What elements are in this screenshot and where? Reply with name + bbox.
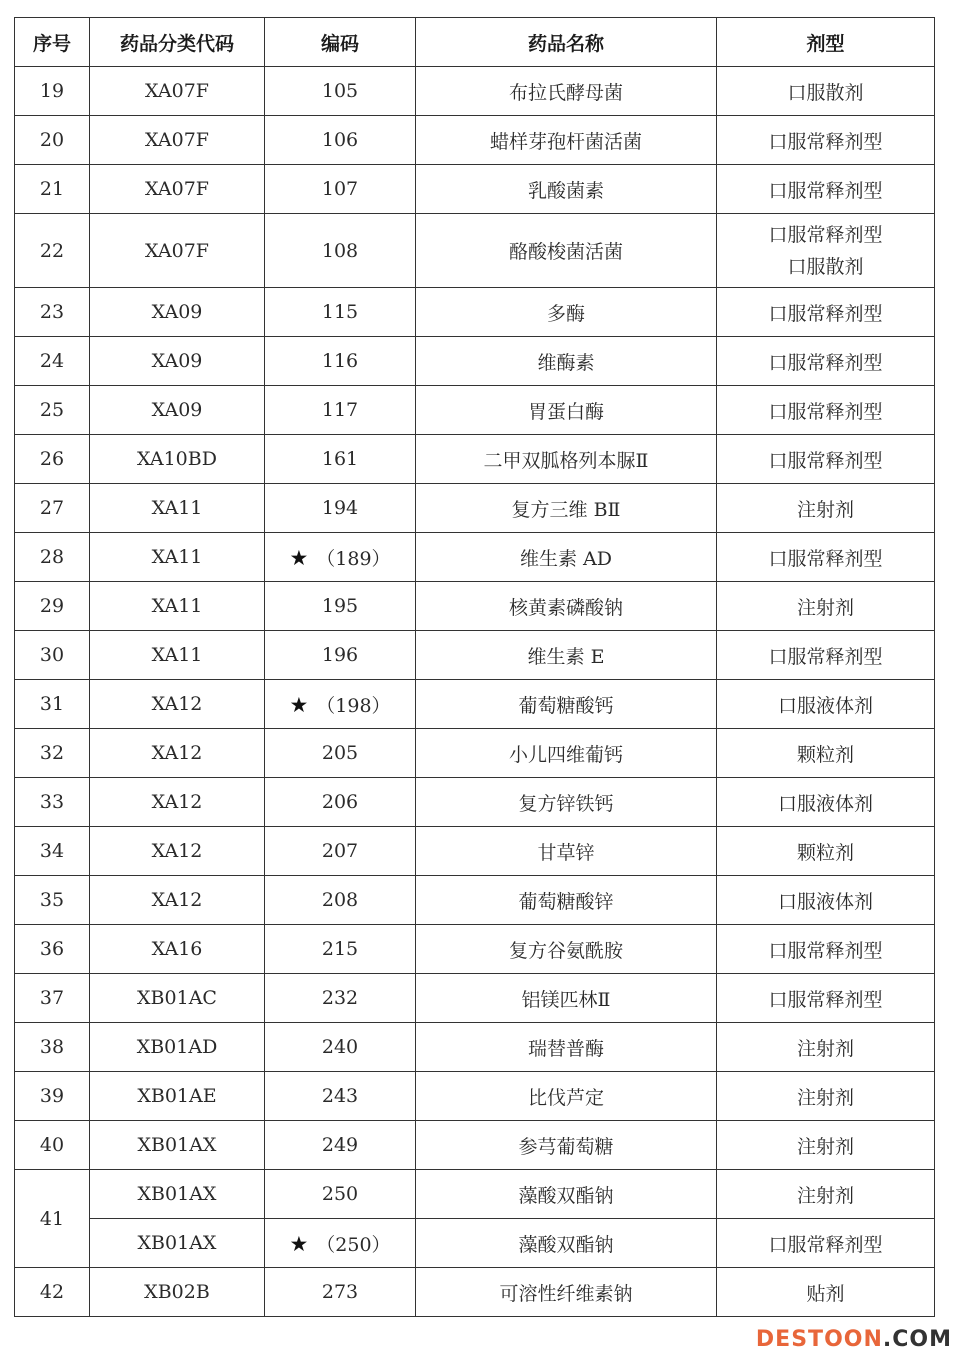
cell-class-code: XA07F xyxy=(90,116,265,165)
cell-drug-name: 复方三维 BⅡ xyxy=(416,484,717,533)
cell-dosage-form: 注射剂 xyxy=(717,582,935,631)
cell-code: 106 xyxy=(265,116,416,165)
cell-drug-name: 维生素 AD xyxy=(416,533,717,582)
cell-code: 117 xyxy=(265,386,416,435)
header-drug-name: 药品名称 xyxy=(416,18,717,67)
cell-dosage-form xyxy=(717,214,935,288)
cell-dosage-form: 口服常释剂型 xyxy=(717,925,935,974)
cell-code: 105 xyxy=(265,67,416,116)
cell-seq: 29 xyxy=(15,582,90,631)
cell-dosage-form: 颗粒剂 xyxy=(717,827,935,876)
table-row xyxy=(15,484,935,533)
cell-dosage-form: 颗粒剂 xyxy=(717,729,935,778)
cell-class-code: XA12 xyxy=(90,827,265,876)
cell-seq: 32 xyxy=(15,729,90,778)
cell-class-code: XA11 xyxy=(90,582,265,631)
cell-drug-name: 铝镁匹林Ⅱ xyxy=(416,974,717,1023)
cell-dosage-form: 口服液体剂 xyxy=(717,876,935,925)
cell-seq: 19 xyxy=(15,67,90,116)
cell-drug-name: 维生素 E xyxy=(416,631,717,680)
cell-dosage-form: 口服常释剂型 xyxy=(717,974,935,1023)
cell-class-code: XA12 xyxy=(90,876,265,925)
header-class-code: 药品分类代码 xyxy=(90,18,265,67)
cell-code: 107 xyxy=(265,165,416,214)
cell-code: 240 xyxy=(265,1023,416,1072)
table-header-row xyxy=(15,18,935,67)
cell-code: 108 xyxy=(265,214,416,288)
cell-class-code: XA07F xyxy=(90,67,265,116)
table-row xyxy=(15,974,935,1023)
cell-drug-name: 甘草锌 xyxy=(416,827,717,876)
cell-drug-name: 多酶 xyxy=(416,288,717,337)
cell-dosage-form: 口服常释剂型 xyxy=(717,288,935,337)
cell-seq: 38 xyxy=(15,1023,90,1072)
cell-class-code: XB02B xyxy=(90,1268,265,1317)
cell-class-code: XB01AX xyxy=(90,1121,265,1170)
cell-drug-name: 复方谷氨酰胺 xyxy=(416,925,717,974)
table-row xyxy=(15,67,935,116)
cell-seq: 20 xyxy=(15,116,90,165)
watermark-text: DESTOON xyxy=(755,1327,883,1352)
cell-dosage-form: 口服液体剂 xyxy=(717,680,935,729)
cell-seq: 22 xyxy=(15,214,90,288)
cell-drug-name: 复方锌铁钙 xyxy=(416,778,717,827)
cell-drug-name: 乳酸菌素 xyxy=(416,165,717,214)
cell-seq: 42 xyxy=(15,1268,90,1317)
cell-seq: 39 xyxy=(15,1072,90,1121)
code-value: （189） xyxy=(316,547,391,570)
cell-dosage-form: 口服常释剂型 xyxy=(717,533,935,582)
code-value: （250） xyxy=(316,1233,391,1256)
cell-seq: 23 xyxy=(15,288,90,337)
cell-dosage-form: 口服液体剂 xyxy=(717,778,935,827)
dosage-form-line: 口服散剂 xyxy=(787,255,864,278)
cell-code: 195 xyxy=(265,582,416,631)
table-row xyxy=(15,1170,935,1219)
table-row xyxy=(15,1219,935,1268)
table-row xyxy=(15,386,935,435)
cell-class-code: XA09 xyxy=(90,337,265,386)
cell-dosage-form: 口服散剂 xyxy=(717,67,935,116)
cell-code: 243 xyxy=(265,1072,416,1121)
cell-dosage-form: 注射剂 xyxy=(717,1072,935,1121)
table-row xyxy=(15,827,935,876)
cell-dosage-form: 口服常释剂型 xyxy=(717,631,935,680)
cell-drug-name: 二甲双胍格列本脲Ⅱ xyxy=(416,435,717,484)
star-icon: ★ xyxy=(289,545,309,570)
cell-class-code: XA16 xyxy=(90,925,265,974)
cell-dosage-form: 口服常释剂型 xyxy=(717,165,935,214)
cell-code xyxy=(265,533,416,582)
cell-drug-name: 比伐芦定 xyxy=(416,1072,717,1121)
cell-code: 115 xyxy=(265,288,416,337)
cell-class-code: XA07F xyxy=(90,165,265,214)
cell-code: 207 xyxy=(265,827,416,876)
table-row xyxy=(15,1072,935,1121)
cell-seq: 36 xyxy=(15,925,90,974)
cell-class-code: XA11 xyxy=(90,484,265,533)
cell-dosage-form: 贴剂 xyxy=(717,1268,935,1317)
header-dosage-form: 剂型 xyxy=(717,18,935,67)
cell-seq: 41 xyxy=(15,1170,90,1268)
cell-code: 196 xyxy=(265,631,416,680)
cell-code xyxy=(265,680,416,729)
cell-drug-name: 参芎葡萄糖 xyxy=(416,1121,717,1170)
table-row xyxy=(15,925,935,974)
code-value: （198） xyxy=(316,694,391,717)
cell-seq: 33 xyxy=(15,778,90,827)
cell-drug-name: 小儿四维葡钙 xyxy=(416,729,717,778)
table-row xyxy=(15,729,935,778)
drug-list-table xyxy=(14,17,935,1317)
cell-drug-name: 葡萄糖酸钙 xyxy=(416,680,717,729)
watermark-suffix: .COM xyxy=(882,1327,952,1352)
cell-class-code: XA09 xyxy=(90,288,265,337)
header-code: 编码 xyxy=(265,18,416,67)
table-row xyxy=(15,1023,935,1072)
table-row xyxy=(15,288,935,337)
cell-drug-name: 藻酸双酯钠 xyxy=(416,1219,717,1268)
table-row xyxy=(15,680,935,729)
cell-dosage-form: 注射剂 xyxy=(717,1023,935,1072)
cell-drug-name: 核黄素磷酸钠 xyxy=(416,582,717,631)
cell-seq: 21 xyxy=(15,165,90,214)
cell-class-code: XB01AC xyxy=(90,974,265,1023)
table-row xyxy=(15,165,935,214)
cell-drug-name: 葡萄糖酸锌 xyxy=(416,876,717,925)
site-watermark xyxy=(756,1327,952,1352)
table-row xyxy=(15,778,935,827)
cell-class-code: XB01AD xyxy=(90,1023,265,1072)
cell-code: 273 xyxy=(265,1268,416,1317)
table-row xyxy=(15,876,935,925)
cell-class-code: XB01AX xyxy=(90,1170,265,1219)
cell-seq: 28 xyxy=(15,533,90,582)
cell-code: 215 xyxy=(265,925,416,974)
cell-dosage-form: 口服常释剂型 xyxy=(717,435,935,484)
cell-drug-name: 藻酸双酯钠 xyxy=(416,1170,717,1219)
header-seq: 序号 xyxy=(15,18,90,67)
table-row xyxy=(15,116,935,165)
cell-seq: 27 xyxy=(15,484,90,533)
cell-dosage-form: 注射剂 xyxy=(717,1121,935,1170)
cell-code: 205 xyxy=(265,729,416,778)
cell-seq: 37 xyxy=(15,974,90,1023)
cell-drug-name: 瑞替普酶 xyxy=(416,1023,717,1072)
cell-dosage-form: 口服常释剂型 xyxy=(717,386,935,435)
cell-code: 232 xyxy=(265,974,416,1023)
cell-code: 161 xyxy=(265,435,416,484)
table-row xyxy=(15,1268,935,1317)
cell-dosage-form: 口服常释剂型 xyxy=(717,1219,935,1268)
cell-code: 206 xyxy=(265,778,416,827)
star-icon: ★ xyxy=(289,692,309,717)
cell-seq: 40 xyxy=(15,1121,90,1170)
cell-dosage-form: 口服常释剂型 xyxy=(717,116,935,165)
cell-seq: 25 xyxy=(15,386,90,435)
cell-drug-name: 可溶性纤维素钠 xyxy=(416,1268,717,1317)
cell-drug-name: 维酶素 xyxy=(416,337,717,386)
table-row xyxy=(15,582,935,631)
cell-dosage-form: 口服常释剂型 xyxy=(717,337,935,386)
cell-drug-name: 酪酸梭菌活菌 xyxy=(416,214,717,288)
cell-class-code: XA12 xyxy=(90,778,265,827)
cell-seq: 24 xyxy=(15,337,90,386)
cell-drug-name: 胃蛋白酶 xyxy=(416,386,717,435)
cell-class-code: XA12 xyxy=(90,729,265,778)
table-row xyxy=(15,631,935,680)
cell-dosage-form: 注射剂 xyxy=(717,484,935,533)
table-row xyxy=(15,533,935,582)
cell-seq: 31 xyxy=(15,680,90,729)
cell-code: 116 xyxy=(265,337,416,386)
table-row xyxy=(15,435,935,484)
cell-code: 194 xyxy=(265,484,416,533)
cell-code xyxy=(265,1219,416,1268)
dosage-form-line: 口服常释剂型 xyxy=(768,223,883,246)
cell-class-code: XB01AX xyxy=(90,1219,265,1268)
table-row xyxy=(15,214,935,288)
cell-dosage-form: 注射剂 xyxy=(717,1170,935,1219)
cell-class-code: XA10BD xyxy=(90,435,265,484)
cell-class-code: XA11 xyxy=(90,533,265,582)
table-row xyxy=(15,337,935,386)
star-icon: ★ xyxy=(289,1231,309,1256)
cell-class-code: XA07F xyxy=(90,214,265,288)
table-row xyxy=(15,1121,935,1170)
cell-drug-name: 布拉氏酵母菌 xyxy=(416,67,717,116)
cell-code: 249 xyxy=(265,1121,416,1170)
cell-seq: 30 xyxy=(15,631,90,680)
cell-class-code: XA11 xyxy=(90,631,265,680)
cell-class-code: XB01AE xyxy=(90,1072,265,1121)
cell-code: 208 xyxy=(265,876,416,925)
cell-seq: 34 xyxy=(15,827,90,876)
cell-drug-name: 蜡样芽孢杆菌活菌 xyxy=(416,116,717,165)
cell-class-code: XA09 xyxy=(90,386,265,435)
cell-class-code: XA12 xyxy=(90,680,265,729)
cell-seq: 26 xyxy=(15,435,90,484)
cell-code: 250 xyxy=(265,1170,416,1219)
cell-seq: 35 xyxy=(15,876,90,925)
